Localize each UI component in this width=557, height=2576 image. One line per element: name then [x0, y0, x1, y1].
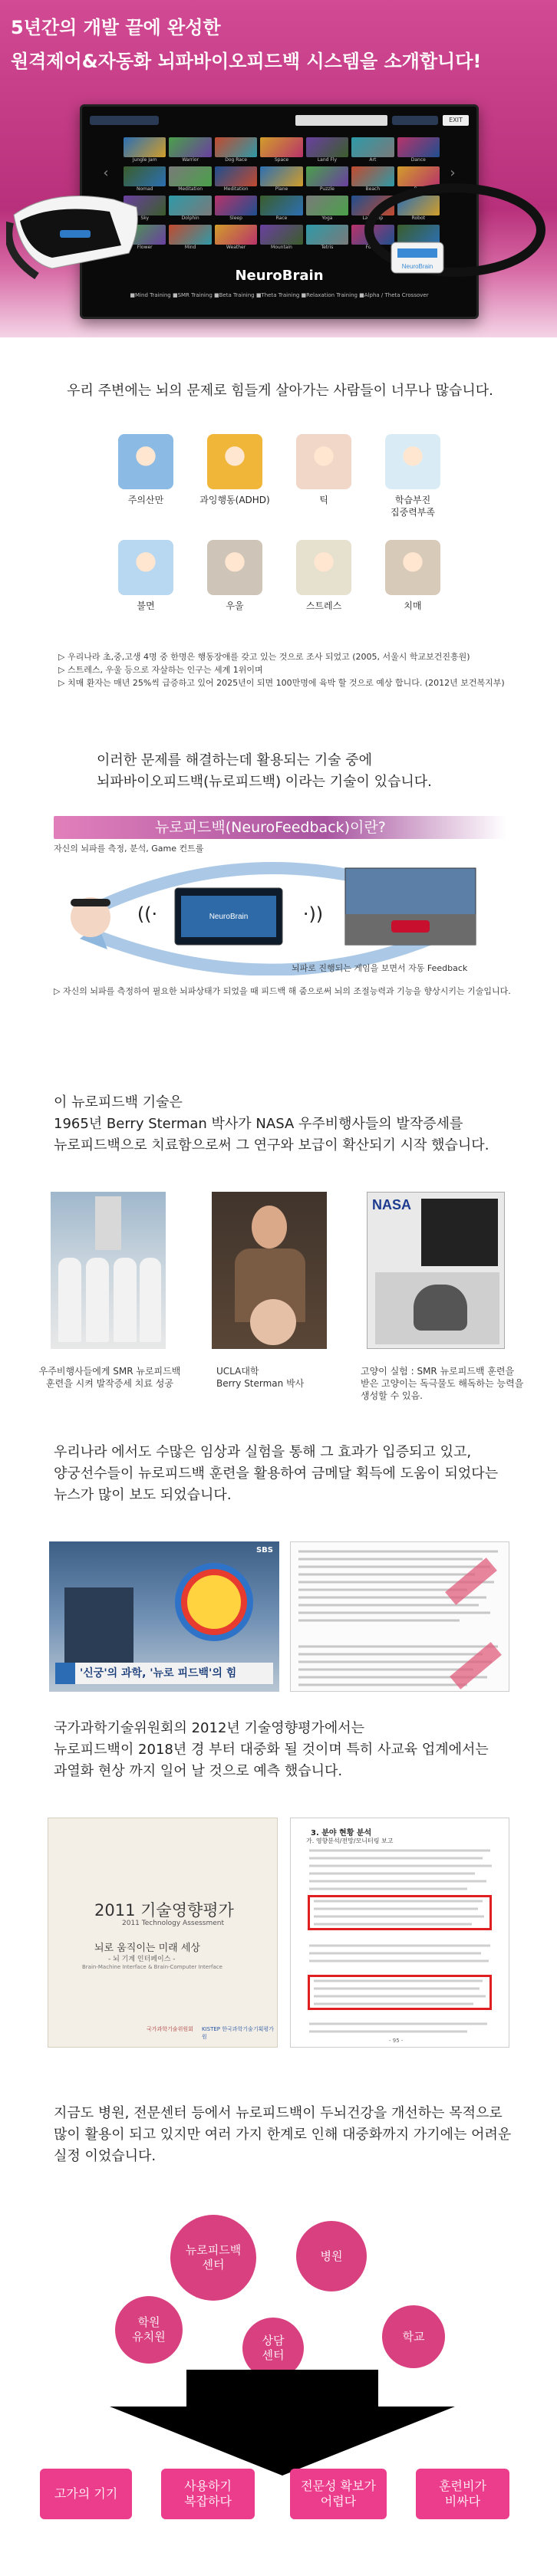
report-title: 2011 기술영향평가 — [94, 1901, 234, 1920]
game-thumbnail — [306, 137, 348, 157]
game-tile-label: Lake Trip — [362, 215, 384, 221]
section5-line2: 뉴로피드백이 2018년 경 부터 대중화 될 것이며 특히 사교육 업계에서는 — [54, 1742, 489, 1758]
game-tile — [215, 225, 257, 251]
game-tile — [124, 137, 166, 163]
cat-experiment-photo — [367, 1192, 505, 1349]
problem-label: 우울 — [226, 600, 244, 611]
problem-item — [196, 434, 273, 506]
section5-line3: 과열화 현상 까지 일어 날 것으로 예측 했습니다. — [54, 1763, 343, 1779]
game-tile — [215, 166, 257, 192]
device-label: NeuroBrain — [401, 263, 433, 270]
report-text-lines — [291, 1818, 509, 2048]
game-thumbnail — [124, 137, 166, 157]
game-thumbnail — [260, 166, 302, 186]
feedback-loop-graphic — [54, 853, 506, 975]
game-tile-label: Dog Race — [225, 157, 247, 163]
game-tile — [397, 137, 440, 163]
news-channel-logo: SBS — [255, 1546, 273, 1554]
highlight-box — [308, 1975, 492, 2010]
game-tile-label: Mountain — [271, 245, 292, 250]
svg-text:((·: ((· — [137, 903, 158, 925]
game-tile-label: Meditation — [178, 186, 203, 192]
depression-icon — [207, 540, 262, 595]
hero-banner — [0, 0, 557, 337]
monitor-toolbar — [90, 113, 469, 128]
game-tile — [169, 225, 211, 251]
game-tile — [260, 225, 302, 251]
section4-line1: 우리나라 에서도 수많은 임상과 실험을 통해 그 효과가 입증되고 있고, — [54, 1444, 472, 1460]
limit-expensive: 고가의 기기 — [40, 2469, 132, 2519]
exit-button: EXIT — [443, 115, 469, 126]
insomnia-icon — [118, 540, 173, 595]
game-tile-label: Meditation — [223, 186, 249, 192]
problem-item — [196, 540, 273, 612]
svg-text:·)): ·)) — [302, 903, 324, 925]
game-tile — [260, 166, 302, 192]
section3-line1: 이 뉴로피드백 기술은 — [54, 1094, 183, 1110]
game-tile — [306, 225, 348, 251]
game-tile-label: Robot — [411, 215, 425, 221]
problem-label: 주의산만 — [127, 495, 164, 505]
problem-item — [285, 434, 362, 506]
report-page-number: - 95 - — [389, 2038, 404, 2044]
note-line: ▷ 우리나라 초,중,고생 4명 중 한명은 행동장애를 갖고 있는 것으로 조사 되었고 (2005, 서울시 학교보건진흥원) — [58, 652, 470, 662]
toolbar-buttons — [392, 116, 438, 125]
funnel-arrow-icon — [0, 2370, 557, 2477]
stress-icon — [296, 540, 351, 595]
report-page-title: 3. 분야 현황 분석 — [311, 1829, 372, 1837]
section5-line1: 국가과학기술위원회의 2012년 기술영향평가에서는 — [54, 1720, 365, 1736]
dementia-icon — [385, 540, 440, 595]
game-tile-label: Mind — [184, 245, 196, 250]
game-tile-label: Warrior — [182, 157, 199, 163]
game-tile — [306, 196, 348, 222]
game-tile — [169, 166, 211, 192]
circle-school: 학교 — [382, 2305, 445, 2368]
game-tile-label: Weather — [226, 245, 246, 250]
game-tile — [169, 196, 211, 222]
game-thumbnail — [169, 137, 211, 157]
hero-title-line1: 5년간의 개발 끝에 완성한 — [11, 17, 221, 38]
section5-text — [54, 1718, 545, 1782]
adhd-icon — [207, 434, 262, 489]
monitor-footer: ■Mind Training ■SMR Training ■Beta Training ■Theta Training ■Relaxation Training ■Alpha / Theta Crossover — [130, 292, 429, 298]
problem-item — [374, 434, 451, 518]
photo-caption-2: UCLA대학 Berry Sterman 박사 — [216, 1366, 305, 1389]
game-thumbnail — [169, 225, 211, 245]
vr-headset-icon — [6, 184, 152, 284]
game-thumbnail — [306, 225, 348, 245]
chevron-right-icon: › — [450, 165, 456, 181]
problem-label: 학습부진 집중력부족 — [391, 495, 435, 518]
limit-expertise: 전문성 확보가 어렵다 — [290, 2469, 387, 2519]
game-tile — [260, 196, 302, 222]
paper-text-lines — [291, 1542, 509, 1692]
svg-text:NeuroBrain: NeuroBrain — [209, 913, 249, 921]
distraction-icon — [118, 434, 173, 489]
problem-label: 과잉행동(ADHD) — [199, 495, 270, 505]
highlight-box — [308, 1895, 492, 1930]
note-line: ▷ 치매 환자는 매년 25%씩 급증하고 있어 2025년이 되면 100만명에 육박 할 것으로 예상 합니다. (2012년 보건복지부) — [58, 678, 505, 688]
game-tile-label: Plane — [275, 186, 288, 192]
game-thumbnail — [260, 196, 302, 215]
game-tile-label: Race — [275, 215, 288, 221]
game-tile-label: Dolphin — [181, 215, 199, 221]
section4-line2: 양궁선수들이 뉴로피드백 훈련을 활용하여 금메달 획득에 도움이 되었다는 — [54, 1466, 499, 1482]
eeg-headband-icon — [361, 169, 549, 284]
game-thumbnail — [260, 225, 302, 245]
game-tile-label: Tetris — [321, 245, 334, 250]
game-tile-label: Dance — [410, 157, 426, 163]
game-tile-label: Art — [369, 157, 377, 163]
game-thumbnail — [169, 166, 211, 186]
game-thumbnail — [306, 196, 348, 215]
problem-label: 치매 — [404, 600, 422, 611]
hero-title — [11, 11, 481, 78]
game-tile-label: Land Fly — [317, 157, 338, 163]
hero-title-line2: 원격제어&자동화 뇌파바이오피드백 시스템을 소개합니다! — [11, 51, 482, 72]
section6-line3: 실정 이었습니다. — [54, 2148, 157, 2164]
circle-neurofeedback-center: 뉴로피드백 센터 — [170, 2215, 256, 2301]
neurofeedback-diagram — [54, 839, 506, 975]
research-papers-screenshot — [290, 1541, 509, 1692]
game-thumbnail — [215, 137, 257, 157]
problem-item — [285, 540, 362, 612]
report-cover — [48, 1818, 278, 2048]
game-tile — [306, 166, 348, 192]
game-tile-label: Sleep — [229, 215, 242, 221]
game-tile-label: Bus — [414, 186, 423, 192]
game-tile-label: Beach — [365, 186, 381, 192]
astronauts-photo — [51, 1192, 166, 1349]
game-tile-label: Nomad — [136, 186, 153, 192]
game-tile-label: Sky — [140, 215, 150, 221]
circle-academy: 학원 유치원 — [115, 2296, 183, 2364]
diagram-top-caption: 자신의 뇌파를 측정, 분석, Game 컨트롤 — [54, 844, 204, 854]
game-thumbnail — [215, 196, 257, 215]
sterman-photo — [212, 1192, 327, 1349]
tic-icon — [296, 434, 351, 489]
game-tile — [260, 137, 302, 163]
news-screenshot — [49, 1541, 279, 1692]
circle-hospital: 병원 — [296, 2221, 367, 2291]
learning-icon — [385, 434, 440, 489]
game-tile — [306, 137, 348, 163]
report-topic: 뇌로 움직이는 미래 세상 — [94, 1943, 200, 1954]
limit-cost: 훈련비가 비싸다 — [416, 2469, 509, 2519]
section3-text — [54, 1092, 545, 1156]
circle-counseling-center: 상담 센터 — [242, 2318, 304, 2379]
section4-line3: 뉴스가 많이 보도 되었습니다. — [54, 1487, 232, 1503]
section3-line3: 뉴로피드백으로 치료함으로써 그 연구와 보급이 확산되기 시작 했습니다. — [54, 1137, 489, 1153]
report-topic-sub: - 뇌 기계 인터페이스 - — [108, 1956, 176, 1963]
report-page-heading: 가. 영향분석/전망/모니터링 보고 — [306, 1837, 394, 1844]
game-thumbnail — [351, 137, 394, 157]
diagram-bottom-caption: 뇌파로 진행되는 게임을 보면서 자동 Feedback — [292, 963, 468, 973]
game-thumbnail — [215, 225, 257, 245]
game-thumbnail — [169, 196, 211, 215]
banner-title: 뉴로피드백(NeuroFeedback)이란? — [155, 819, 386, 836]
problem-item — [107, 434, 184, 506]
section6-line2: 많이 활용이 되고 있지만 여러 가지 한계로 인해 대중화까지 가기에는 어려운 — [54, 2127, 512, 2143]
problem-label: 틱 — [319, 495, 328, 505]
photo-caption-1: 우주비행사들에게 SMR 뉴로피드백 훈련을 시켜 발작증세 치료 성공 — [38, 1366, 181, 1389]
section1-notes — [58, 650, 534, 689]
problem-item — [107, 540, 184, 612]
section6-line1: 지금도 병원, 전문센터 등에서 뉴로피드백이 두뇌건강을 개선하는 목적으로 — [54, 2105, 503, 2121]
section2-note: ▷ 자신의 뇌파를 측정하여 필요한 뇌파상태가 되었을 때 피드백 해 줌으로써 뇌의 조절능력과 기능을 향상시키는 기술입니다. — [54, 986, 511, 996]
game-tile — [215, 137, 257, 163]
section1-intro: 우리 주변에는 뇌의 문제로 힘들게 살아가는 사람들이 너무나 많습니다. — [67, 383, 493, 399]
monitor-logo: NeuroBrain — [235, 268, 324, 284]
game-tile-label: Yoga — [321, 215, 333, 221]
report-publisher-2: KISTEP 한국과학기술기획평가원 — [202, 2026, 274, 2040]
game-thumbnail — [260, 137, 302, 157]
game-thumbnail — [397, 137, 440, 157]
section6-text — [54, 2103, 545, 2167]
problem-label: 불면 — [137, 600, 155, 611]
game-tile-label: Forest — [365, 245, 381, 250]
game-tile-label: Puzzle — [319, 186, 335, 192]
game-tile-label: Jungle Jam — [132, 157, 157, 163]
game-thumbnail — [306, 166, 348, 186]
section4-text — [54, 1442, 545, 1506]
problem-item — [374, 540, 451, 612]
report-publisher-1: 국가과학기술위원회 — [147, 2026, 193, 2032]
nasa-label: NASA — [372, 1197, 412, 1212]
chevron-left-icon: ‹ — [103, 165, 109, 181]
toolbar-buttons — [90, 116, 159, 125]
news-headline: '신궁'의 과학, '뉴로 피드백'의 힘 — [55, 1663, 273, 1684]
section2-text — [97, 750, 557, 793]
neurofeedback-banner — [54, 816, 506, 839]
game-tile-label: Space — [274, 157, 289, 163]
note-line: ▷ 스트레스, 우울 등으로 자살하는 인구는 세계 1위이며 — [58, 665, 263, 675]
report-subtitle: 2011 Technology Assessment — [122, 1920, 225, 1927]
game-tile — [169, 137, 211, 163]
game-tile-label: Flower — [137, 245, 153, 250]
game-thumbnail — [215, 166, 257, 186]
limit-complex: 사용하기 복잡하다 — [161, 2469, 255, 2519]
game-tile — [215, 196, 257, 222]
section3-line2: 1965년 Berry Sterman 박사가 NASA 우주비행사들의 발작증세를 — [54, 1116, 463, 1132]
section2-line1: 이러한 문제를 해결하는데 활용되는 기술 중에 — [97, 752, 372, 768]
photo-caption-3: 고양이 실험 : SMR 뉴로피드백 훈련을 받은 고양이는 독극물도 해독하는 능력을 생성할 수 있음. — [361, 1366, 524, 1401]
section2-line2: 뇌파바이오피드백(뉴로피드백) 이라는 기술이 있습니다. — [97, 774, 432, 790]
channel-select — [295, 115, 387, 126]
report-topic-en: Brain-Machine Interface & Brain-Computer Interface — [82, 1964, 222, 1970]
problem-label: 스트레스 — [305, 600, 342, 611]
game-tile — [351, 137, 394, 163]
report-page — [290, 1818, 509, 2048]
